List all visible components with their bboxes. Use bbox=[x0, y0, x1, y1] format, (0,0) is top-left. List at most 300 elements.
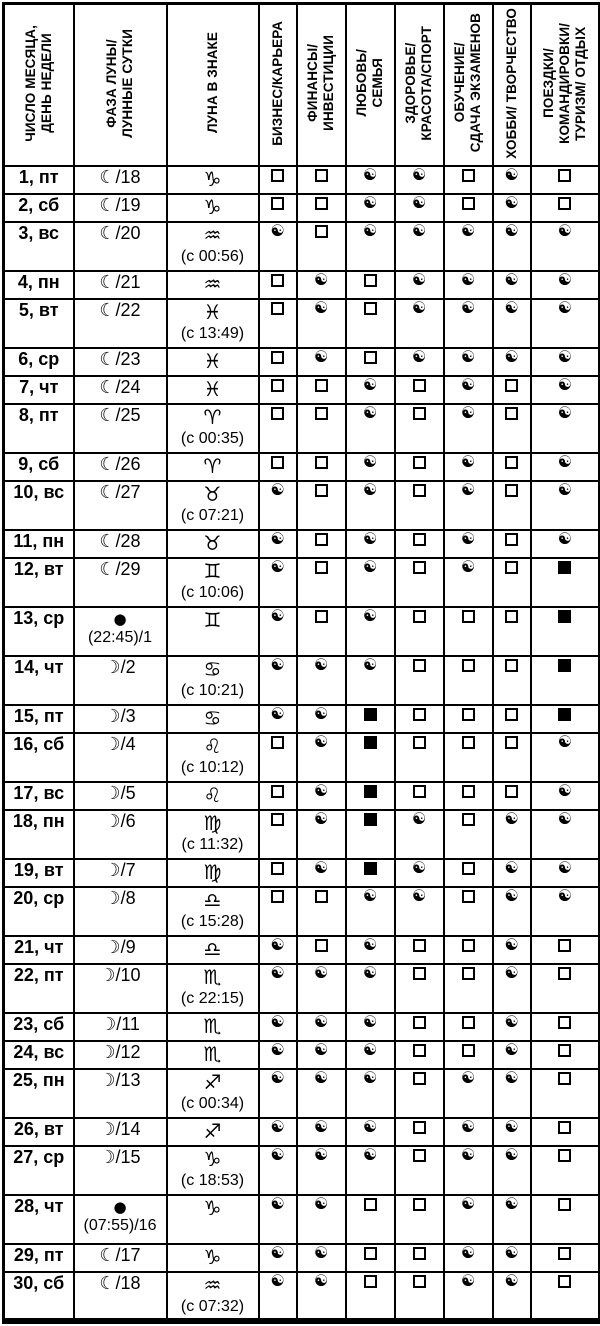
neutral-mark-icon bbox=[413, 967, 426, 980]
neutral-mark-icon bbox=[413, 1121, 426, 1134]
moon-phase-cell: ☽/2 bbox=[74, 656, 167, 705]
unfavorable-mark-icon bbox=[364, 736, 377, 749]
favorable-mark-icon: ☯ bbox=[557, 270, 572, 289]
moon-phase-cell: ☽/11 bbox=[74, 1013, 167, 1041]
mark-cell-travel bbox=[531, 1244, 600, 1272]
favorable-mark-icon: ☯ bbox=[557, 452, 572, 471]
crescent-waning-icon: ☾ bbox=[99, 271, 116, 293]
favorable-mark-icon: ☯ bbox=[270, 655, 285, 674]
gemini-icon: ♊ bbox=[203, 558, 222, 583]
date-cell: 25, пн bbox=[4, 1069, 74, 1118]
moon-phase-time: (07:55)/16 bbox=[83, 1216, 157, 1234]
neutral-mark-icon bbox=[413, 533, 426, 546]
favorable-mark-icon: ☯ bbox=[504, 935, 519, 954]
crescent-waxing-icon: ☽ bbox=[104, 810, 121, 832]
neutral-mark-icon bbox=[364, 302, 377, 315]
favorable-mark-icon: ☯ bbox=[313, 1194, 329, 1213]
favorable-mark-icon: ☯ bbox=[313, 347, 329, 366]
mark-cell-business bbox=[259, 481, 297, 530]
mark-cell-health bbox=[395, 376, 444, 404]
favorable-mark-icon: ☯ bbox=[504, 165, 519, 184]
neutral-mark-icon bbox=[413, 561, 426, 574]
neutral-mark-icon bbox=[462, 813, 475, 826]
col-header-moon-sign bbox=[167, 4, 259, 166]
neutral-mark-icon bbox=[271, 407, 284, 420]
mark-cell-love bbox=[346, 859, 395, 887]
favorable-mark-icon: ☯ bbox=[362, 375, 378, 394]
mark-cell-education bbox=[444, 481, 493, 530]
mark-cell-hobby bbox=[493, 1195, 531, 1244]
table-row bbox=[4, 166, 600, 194]
calendar-body bbox=[4, 166, 600, 1321]
mark-cell-business bbox=[259, 1118, 297, 1146]
favorable-mark-icon: ☯ bbox=[557, 858, 572, 877]
mark-cell-finances bbox=[297, 1118, 346, 1146]
sign-entry-time: (с 18:53) bbox=[180, 1171, 245, 1189]
mark-cell-finances bbox=[297, 481, 346, 530]
table-row bbox=[4, 558, 600, 607]
mark-cell-hobby bbox=[493, 194, 531, 222]
moon-phase-cell: ☾/18 bbox=[74, 1272, 167, 1321]
mark-cell-finances bbox=[297, 558, 346, 607]
mark-cell-love bbox=[346, 222, 395, 271]
mark-cell-love bbox=[346, 1195, 395, 1244]
favorable-mark-icon: ☯ bbox=[460, 1271, 476, 1290]
date-cell: 19, вт bbox=[4, 859, 74, 887]
moon-phase-cell: ☽/13 bbox=[74, 1069, 167, 1118]
mark-cell-health bbox=[395, 348, 444, 376]
neutral-mark-icon bbox=[364, 1198, 377, 1211]
mark-cell-health bbox=[395, 859, 444, 887]
date-cell: 11, пн bbox=[4, 530, 74, 558]
favorable-mark-icon: ☯ bbox=[460, 452, 476, 471]
unfavorable-mark-icon bbox=[558, 708, 571, 721]
mark-cell-hobby bbox=[493, 558, 531, 607]
moon-sign-cell bbox=[167, 481, 259, 530]
moon-sign-cell bbox=[167, 782, 259, 810]
mark-cell-health bbox=[395, 222, 444, 271]
table-row bbox=[4, 1013, 600, 1041]
favorable-mark-icon: ☯ bbox=[313, 1145, 329, 1164]
unfavorable-mark-icon bbox=[558, 561, 571, 574]
unfavorable-mark-icon bbox=[364, 813, 377, 826]
mark-cell-finances bbox=[297, 530, 346, 558]
crescent-waxing-icon: ☽ bbox=[99, 1118, 116, 1140]
neutral-mark-icon bbox=[315, 169, 328, 182]
col-header-travel-label: ПОЕЗДКИ/ КОМАНДИРОВКИ/ ТУРИЗМ/ ОТДЫХ bbox=[540, 22, 588, 144]
col-header-finances-label: ФИНАНСЫ/ ИНВЕСТИЦИИ bbox=[305, 35, 336, 131]
neutral-mark-icon bbox=[271, 456, 284, 469]
col-header-education-label: ОБУЧЕНИЕ/ СДАЧА ЭКЗАМЕНОВ bbox=[452, 13, 483, 153]
mark-cell-love bbox=[346, 1013, 395, 1041]
neutral-mark-icon bbox=[271, 351, 284, 364]
mark-cell-hobby bbox=[493, 166, 531, 194]
col-header-education bbox=[444, 4, 493, 166]
moon-phase-cell: ☾/18 bbox=[74, 166, 167, 194]
favorable-mark-icon: ☯ bbox=[313, 1012, 329, 1031]
neutral-mark-icon bbox=[315, 561, 328, 574]
moon-phase-cell: ☾/19 bbox=[74, 194, 167, 222]
date-cell: 5, вт bbox=[4, 299, 74, 348]
mark-cell-love bbox=[346, 1244, 395, 1272]
mark-cell-education bbox=[444, 810, 493, 859]
favorable-mark-icon: ☯ bbox=[460, 403, 476, 422]
mark-cell-hobby bbox=[493, 271, 531, 299]
favorable-mark-icon: ☯ bbox=[362, 165, 378, 184]
moon-sign-cell bbox=[167, 607, 259, 656]
col-header-love bbox=[346, 4, 395, 166]
favorable-mark-icon: ☯ bbox=[270, 529, 285, 548]
neutral-mark-icon bbox=[315, 225, 328, 238]
favorable-mark-icon: ☯ bbox=[270, 935, 285, 954]
table-row bbox=[4, 705, 600, 733]
mark-cell-hobby bbox=[493, 453, 531, 481]
moon-sign-cell bbox=[167, 1041, 259, 1069]
mark-cell-love bbox=[346, 404, 395, 453]
mark-cell-love bbox=[346, 348, 395, 376]
favorable-mark-icon: ☯ bbox=[557, 480, 572, 499]
neutral-mark-icon bbox=[315, 533, 328, 546]
moon-phase-time: (22:45)/1 bbox=[87, 628, 153, 646]
moon-phase-cell: ☾/17 bbox=[74, 1244, 167, 1272]
crescent-waning-icon: ☾ bbox=[99, 166, 116, 188]
mark-cell-health bbox=[395, 1195, 444, 1244]
mark-cell-education bbox=[444, 299, 493, 348]
table-row bbox=[4, 1272, 600, 1321]
moon-sign-cell bbox=[167, 733, 259, 782]
table-row bbox=[4, 271, 600, 299]
mark-cell-business bbox=[259, 376, 297, 404]
favorable-mark-icon: ☯ bbox=[362, 886, 378, 905]
col-header-moon-sign-label: ЛУНА В ЗНАКЕ bbox=[204, 32, 220, 134]
favorable-mark-icon: ☯ bbox=[270, 1243, 285, 1262]
moon-sign-cell bbox=[167, 166, 259, 194]
capricorn-icon: ♑ bbox=[203, 1146, 222, 1171]
favorable-mark-icon: ☯ bbox=[270, 606, 285, 625]
moon-sign-cell bbox=[167, 194, 259, 222]
mark-cell-education bbox=[444, 376, 493, 404]
moon-phase-symbol-line bbox=[75, 608, 166, 629]
crescent-waxing-icon: ☽ bbox=[99, 964, 116, 986]
crescent-waning-icon: ☾ bbox=[99, 558, 116, 580]
date-cell: 13, ср bbox=[4, 607, 74, 656]
aries-icon: ♈ bbox=[203, 453, 222, 478]
mark-cell-education bbox=[444, 348, 493, 376]
table-row bbox=[4, 194, 600, 222]
mark-cell-hobby bbox=[493, 859, 531, 887]
date-cell: 8, пт bbox=[4, 404, 74, 453]
crescent-waning-icon: ☾ bbox=[99, 222, 116, 244]
neutral-mark-icon bbox=[364, 1275, 377, 1288]
mark-cell-love bbox=[346, 1069, 395, 1118]
unfavorable-mark-icon bbox=[558, 610, 571, 623]
table-row bbox=[4, 1118, 600, 1146]
col-header-date-label: ЧИСЛО МЕСЯЦА, ДЕНЬ НЕДЕЛИ bbox=[22, 24, 54, 142]
mark-cell-travel bbox=[531, 222, 600, 271]
black-circle-icon: ● bbox=[113, 1197, 127, 1216]
mark-cell-health bbox=[395, 887, 444, 936]
mark-cell-health bbox=[395, 936, 444, 964]
favorable-mark-icon: ☯ bbox=[460, 347, 476, 366]
neutral-mark-icon bbox=[505, 785, 518, 798]
neutral-mark-icon bbox=[505, 610, 518, 623]
neutral-mark-icon bbox=[271, 862, 284, 875]
date-cell: 18, пн bbox=[4, 810, 74, 859]
favorable-mark-icon: ☯ bbox=[557, 781, 572, 800]
mark-cell-love bbox=[346, 936, 395, 964]
favorable-mark-icon: ☯ bbox=[362, 1040, 378, 1059]
mark-cell-finances bbox=[297, 656, 346, 705]
mark-cell-hobby bbox=[493, 222, 531, 271]
col-header-health bbox=[395, 4, 444, 166]
mark-cell-travel bbox=[531, 1195, 600, 1244]
sign-entry-time: (с 00:56) bbox=[180, 247, 245, 265]
favorable-mark-icon: ☯ bbox=[313, 781, 329, 800]
neutral-mark-icon bbox=[271, 813, 284, 826]
capricorn-icon: ♑ bbox=[203, 166, 222, 191]
mark-cell-hobby bbox=[493, 530, 531, 558]
mark-cell-health bbox=[395, 194, 444, 222]
mark-cell-health bbox=[395, 964, 444, 1013]
mark-cell-education bbox=[444, 453, 493, 481]
sign-entry-time: (с 07:21) bbox=[180, 506, 245, 524]
neutral-mark-icon bbox=[558, 1198, 571, 1211]
neutral-mark-icon bbox=[505, 561, 518, 574]
neutral-mark-icon bbox=[413, 610, 426, 623]
favorable-mark-icon: ☯ bbox=[460, 1194, 476, 1213]
mark-cell-business bbox=[259, 1013, 297, 1041]
moon-phase-cell: ☽/10 bbox=[74, 964, 167, 1013]
mark-cell-health bbox=[395, 1013, 444, 1041]
mark-cell-love bbox=[346, 271, 395, 299]
mark-cell-finances bbox=[297, 376, 346, 404]
date-cell: 2, сб bbox=[4, 194, 74, 222]
neutral-mark-icon bbox=[462, 939, 475, 952]
mark-cell-finances bbox=[297, 194, 346, 222]
crescent-waning-icon: ☾ bbox=[99, 1272, 116, 1294]
unfavorable-mark-icon bbox=[364, 862, 377, 875]
favorable-mark-icon: ☯ bbox=[313, 1271, 329, 1290]
mark-cell-finances bbox=[297, 1041, 346, 1069]
date-cell: 7, чт bbox=[4, 376, 74, 404]
mark-cell-education bbox=[444, 1146, 493, 1195]
mark-cell-love bbox=[346, 964, 395, 1013]
favorable-mark-icon: ☯ bbox=[460, 270, 476, 289]
mark-cell-finances bbox=[297, 1146, 346, 1195]
mark-cell-finances bbox=[297, 453, 346, 481]
favorable-mark-icon: ☯ bbox=[504, 886, 519, 905]
mark-cell-finances bbox=[297, 404, 346, 453]
mark-cell-travel bbox=[531, 887, 600, 936]
neutral-mark-icon bbox=[462, 862, 475, 875]
crescent-waning-icon: ☾ bbox=[99, 376, 116, 398]
date-cell: 23, сб bbox=[4, 1013, 74, 1041]
neutral-mark-icon bbox=[315, 197, 328, 210]
col-header-finances bbox=[297, 4, 346, 166]
favorable-mark-icon: ☯ bbox=[270, 1068, 285, 1087]
mark-cell-love bbox=[346, 782, 395, 810]
mark-cell-finances bbox=[297, 733, 346, 782]
mark-cell-hobby bbox=[493, 1041, 531, 1069]
moon-sign-cell bbox=[167, 222, 259, 271]
crescent-waning-icon: ☾ bbox=[99, 404, 116, 426]
date-cell: 27, ср bbox=[4, 1146, 74, 1195]
favorable-mark-icon: ☯ bbox=[362, 1117, 378, 1136]
favorable-mark-icon: ☯ bbox=[270, 480, 285, 499]
col-header-date bbox=[4, 4, 74, 166]
crescent-waning-icon: ☾ bbox=[99, 194, 116, 216]
neutral-mark-icon bbox=[315, 939, 328, 952]
taurus-icon: ♉ bbox=[203, 530, 222, 555]
moon-phase-cell: ☾/22 bbox=[74, 299, 167, 348]
mark-cell-education bbox=[444, 1244, 493, 1272]
neutral-mark-icon bbox=[462, 610, 475, 623]
favorable-mark-icon: ☯ bbox=[270, 1145, 285, 1164]
favorable-mark-icon: ☯ bbox=[313, 732, 329, 751]
favorable-mark-icon: ☯ bbox=[362, 193, 378, 212]
neutral-mark-icon bbox=[271, 890, 284, 903]
sign-entry-time: (с 13:49) bbox=[180, 324, 245, 342]
crescent-waxing-icon: ☽ bbox=[104, 859, 121, 881]
mark-cell-business bbox=[259, 222, 297, 271]
moon-phase-cell: ☽/5 bbox=[74, 782, 167, 810]
neutral-mark-icon bbox=[413, 407, 426, 420]
mark-cell-finances bbox=[297, 299, 346, 348]
favorable-mark-icon: ☯ bbox=[460, 1145, 476, 1164]
date-cell: 16, сб bbox=[4, 733, 74, 782]
table-row bbox=[4, 348, 600, 376]
mark-cell-education bbox=[444, 1118, 493, 1146]
moon-phase-cell: ☾/25 bbox=[74, 404, 167, 453]
neutral-mark-icon bbox=[315, 484, 328, 497]
mark-cell-love bbox=[346, 607, 395, 656]
mark-cell-finances bbox=[297, 1013, 346, 1041]
neutral-mark-icon bbox=[413, 1149, 426, 1162]
capricorn-icon: ♑ bbox=[203, 1195, 222, 1220]
mark-cell-travel bbox=[531, 859, 600, 887]
mark-cell-health bbox=[395, 453, 444, 481]
neutral-mark-icon bbox=[364, 274, 377, 287]
favorable-mark-icon: ☯ bbox=[504, 963, 519, 982]
mark-cell-hobby bbox=[493, 733, 531, 782]
date-cell: 26, вт bbox=[4, 1118, 74, 1146]
table-row bbox=[4, 656, 600, 705]
moon-sign-cell bbox=[167, 376, 259, 404]
favorable-mark-icon: ☯ bbox=[460, 298, 476, 317]
mark-cell-education bbox=[444, 733, 493, 782]
favorable-mark-icon: ☯ bbox=[411, 858, 427, 877]
table-header bbox=[4, 4, 600, 166]
mark-cell-travel bbox=[531, 705, 600, 733]
mark-cell-travel bbox=[531, 733, 600, 782]
moon-phase-cell: ☾/28 bbox=[74, 530, 167, 558]
mark-cell-education bbox=[444, 887, 493, 936]
table-row bbox=[4, 404, 600, 453]
neutral-mark-icon bbox=[558, 939, 571, 952]
mark-cell-travel bbox=[531, 299, 600, 348]
moon-sign-cell bbox=[167, 656, 259, 705]
mark-cell-education bbox=[444, 1041, 493, 1069]
mark-cell-health bbox=[395, 1041, 444, 1069]
favorable-mark-icon: ☯ bbox=[557, 375, 572, 394]
moon-sign-cell bbox=[167, 453, 259, 481]
date-cell: 21, чт bbox=[4, 936, 74, 964]
date-cell: 10, вс bbox=[4, 481, 74, 530]
taurus-icon: ♉ bbox=[203, 481, 222, 506]
favorable-mark-icon: ☯ bbox=[504, 809, 519, 828]
neutral-mark-icon bbox=[462, 785, 475, 798]
mark-cell-love bbox=[346, 656, 395, 705]
neutral-mark-icon bbox=[271, 274, 284, 287]
neutral-mark-icon bbox=[413, 785, 426, 798]
mark-cell-education bbox=[444, 530, 493, 558]
mark-cell-business bbox=[259, 1195, 297, 1244]
neutral-mark-icon bbox=[558, 1121, 571, 1134]
crescent-waxing-icon: ☽ bbox=[104, 887, 121, 909]
moon-sign-cell bbox=[167, 530, 259, 558]
favorable-mark-icon: ☯ bbox=[411, 270, 427, 289]
mark-cell-travel bbox=[531, 530, 600, 558]
neutral-mark-icon bbox=[558, 1275, 571, 1288]
favorable-mark-icon: ☯ bbox=[313, 1040, 329, 1059]
sign-entry-time: (с 11:32) bbox=[181, 835, 244, 853]
mark-cell-health bbox=[395, 1118, 444, 1146]
favorable-mark-icon: ☯ bbox=[362, 403, 378, 422]
mark-cell-business bbox=[259, 166, 297, 194]
moon-sign-cell bbox=[167, 1195, 259, 1244]
col-header-hobby-label: ХОББИ/ ТВОРЧЕСТВО bbox=[503, 7, 519, 159]
date-cell: 1, пт bbox=[4, 166, 74, 194]
col-header-hobby bbox=[493, 4, 531, 166]
col-header-moon-phase bbox=[74, 4, 167, 166]
mark-cell-business bbox=[259, 936, 297, 964]
aquarius-icon: ♒ bbox=[203, 1272, 222, 1297]
mark-cell-business bbox=[259, 705, 297, 733]
mark-cell-education bbox=[444, 1013, 493, 1041]
mark-cell-education bbox=[444, 404, 493, 453]
mark-cell-education bbox=[444, 1069, 493, 1118]
mark-cell-business bbox=[259, 887, 297, 936]
pisces-icon: ♓ bbox=[203, 299, 222, 324]
table-row bbox=[4, 222, 600, 271]
favorable-mark-icon: ☯ bbox=[411, 809, 427, 828]
header-row bbox=[4, 4, 600, 166]
mark-cell-hobby bbox=[493, 404, 531, 453]
neutral-mark-icon bbox=[505, 484, 518, 497]
mark-cell-business bbox=[259, 1272, 297, 1321]
mark-cell-love bbox=[346, 194, 395, 222]
neutral-mark-icon bbox=[505, 736, 518, 749]
moon-sign-cell bbox=[167, 859, 259, 887]
favorable-mark-icon: ☯ bbox=[313, 655, 329, 674]
date-cell: 17, вс bbox=[4, 782, 74, 810]
neutral-mark-icon bbox=[315, 456, 328, 469]
date-cell: 6, ср bbox=[4, 348, 74, 376]
favorable-mark-icon: ☯ bbox=[460, 480, 476, 499]
neutral-mark-icon bbox=[413, 1247, 426, 1260]
mark-cell-hobby bbox=[493, 1146, 531, 1195]
favorable-mark-icon: ☯ bbox=[504, 1117, 519, 1136]
favorable-mark-icon: ☯ bbox=[313, 1243, 329, 1262]
favorable-mark-icon: ☯ bbox=[504, 347, 519, 366]
mark-cell-business bbox=[259, 194, 297, 222]
moon-phase-cell: ☽/14 bbox=[74, 1118, 167, 1146]
mark-cell-love bbox=[346, 1041, 395, 1069]
favorable-mark-icon: ☯ bbox=[313, 963, 329, 982]
date-cell: 12, вт bbox=[4, 558, 74, 607]
favorable-mark-icon: ☯ bbox=[411, 886, 427, 905]
mark-cell-business bbox=[259, 964, 297, 1013]
